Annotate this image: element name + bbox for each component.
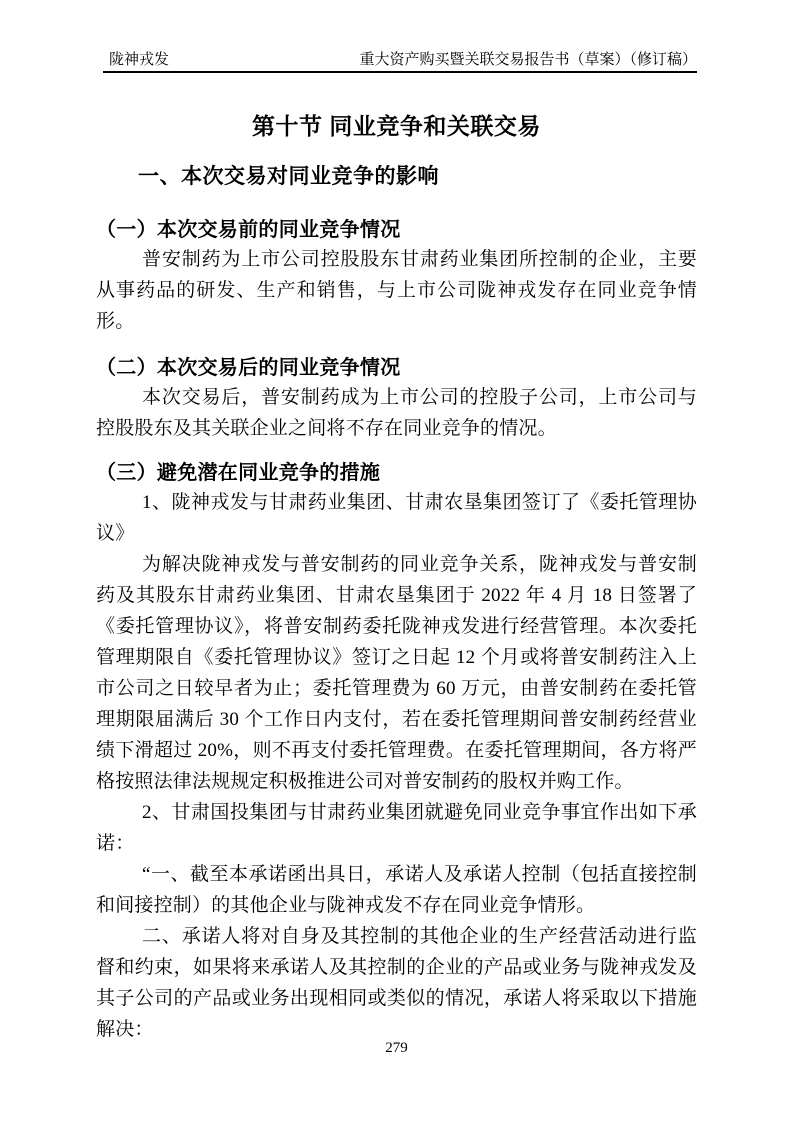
page-content <box>96 0 697 1045</box>
page-header-rule <box>103 50 697 73</box>
page-number: 279 <box>385 1040 408 1056</box>
item-entrust-agreement: 1、陇神戎发与甘肃药业集团、甘肃农垦集团签订了《委托管理协议》 <box>96 492 697 544</box>
subsection-heading-before-transaction: （一）本次交易前的同业竞争情况 <box>96 219 401 241</box>
section-heading-impact: 一、本次交易对同业竞争的影响 <box>138 165 439 188</box>
chapter-title: 第十节 同业竞争和关联交易 <box>252 113 541 139</box>
header-company-name: 陇神戎发 <box>109 52 170 68</box>
para-competition-before: 普安制药为上市公司控股股东甘肃药业集团所控制的企业，主要从事药品的研发、生产和销售，与上市公司陇神戎发存在同业竞争情形。 <box>96 249 697 332</box>
subsection-heading-measures: （三）避免潜在同业竞争的措施 <box>96 462 381 484</box>
para-entrust-details: 为解决陇神戎发与普安制药的同业竞争关系，陇神戎发与普安制药及其股东甘肃药业集团、甘肃农垦集团于 2022 年 4 月 18 日签署了《委托管理协议》，将普安制药委托陇神戎发进行经营管理。本次委托管理期限自《委托管理协议》签订之日起 12 个月或将普安制药注入上市公司之日较早者为止；委托管理费为 60 万元，由普安制药在委托管理期限届满后 30 个工作日内支付，若在委托管理期间普安制药经营业绩下滑超过 20%，则不再支付委托管理费。在委托管理期间，各方将严格按照法律法规规定积极推进公司对普安制药的股权并购工作。 <box>96 554 697 792</box>
header-document-title: 重大资产购买暨关联交易报告书（草案）（修订稿） <box>359 52 697 68</box>
para-commitment-1: “一、截至本承诺函出具日，承诺人及承诺人控制（包括直接控制和间接控制）的其他企业与陇神戎发不存在同业竞争情形。 <box>96 864 697 916</box>
para-commitment-2: 二、承诺人将对自身及其控制的其他企业的生产经营活动进行监督和约束，如果将来承诺人及其控制的企业的产品或业务与陇神戎发及其子公司的产品或业务出现相同或类似的情况，承诺人将采取以下措施解决： <box>96 926 697 1040</box>
item-commitments: 2、甘肃国投集团与甘肃药业集团就避免同业竞争事宜作出如下承诺： <box>96 802 697 854</box>
subsection-heading-after-transaction: （二）本次交易后的同业竞争情况 <box>96 357 401 379</box>
page-header <box>103 0 697 73</box>
para-competition-after: 本次交易后，普安制药成为上市公司的控股子公司，上市公司与控股股东及其关联企业之间将不存在同业竞争的情况。 <box>96 387 697 439</box>
